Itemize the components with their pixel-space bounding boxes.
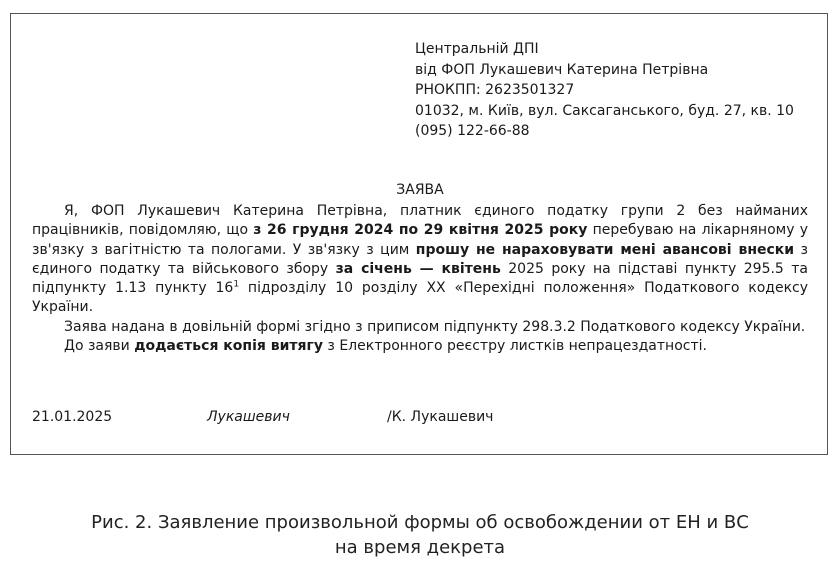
signature-row xyxy=(32,407,808,427)
paragraph-main-superscript: 1 xyxy=(233,279,240,290)
recipient-sender: від ФОП Лукашевич Катерина Петрівна xyxy=(415,61,709,78)
recipient-authority: Центральній ДПІ xyxy=(415,41,539,57)
signature-date: 21.01.2025 xyxy=(32,409,113,425)
paragraph-main-bold-request: прошу не нараховувати мені авансові внески xyxy=(415,241,795,258)
paragraph-attachment-text-1: До заяви xyxy=(64,338,135,355)
document-frame xyxy=(10,13,828,455)
paragraph-main-text-4: 2025 року на підставі пункту 295.5 та підпункту 1.13 пункту 16 xyxy=(32,260,808,297)
document-body xyxy=(32,202,808,356)
caption-line-1: Рис. 2. Заявление произвольной формы об освобождении от ЕН и ВС xyxy=(91,512,749,533)
recipient-phone: (095) 122-66-88 xyxy=(415,123,530,139)
caption-line-2: на время декрета xyxy=(334,537,506,558)
paragraph-attachment-text-2: з Електронного реєстру листків непрацездатності. xyxy=(322,338,707,355)
handwritten-signature: Лукашевич xyxy=(207,409,290,425)
paragraph-main-text-2: перебуваю на лікарняному у зв'язку з вагітністю та пологами. У зв'язку з цим xyxy=(32,222,808,258)
paragraph-main-bold-period: з 26 грудня 2024 по 29 квітня 2025 року xyxy=(253,222,588,239)
recipient-address: 01032, м. Київ, вул. Саксаганського, буд. 27, кв. 10 xyxy=(415,102,794,119)
paragraph-attachment-bold: додається копія витягу xyxy=(134,338,323,355)
paragraph-main-bold-months: за січень — квітень xyxy=(335,260,501,277)
recipient-tax-id: РНОКПП: 2623501327 xyxy=(415,82,575,98)
paragraph-main-text-1: Я, ФОП Лукашевич Катерина Петрівна, платник єдиного податку групи 2 без найманих працівників, повідомляю, що xyxy=(32,203,808,239)
paragraph-legal-basis: Заява надана в довільній формі згідно з приписом підпункту 298.3.2 Податкового кодексу України. xyxy=(64,318,806,335)
paragraph-main-text-3: з єдиного податку та військового збору xyxy=(32,241,808,277)
recipient-block xyxy=(415,39,815,142)
paragraph-main xyxy=(32,202,808,318)
paragraph-attachment xyxy=(32,337,808,356)
paragraph-main-text-5: підрозділу 10 розділу XX «Перехідні положення» Податкового кодексу України. xyxy=(32,280,809,316)
figure-caption xyxy=(0,510,840,560)
signature-name: /К. Лукашевич xyxy=(387,409,494,425)
document-title: ЗАЯВА xyxy=(396,182,444,198)
